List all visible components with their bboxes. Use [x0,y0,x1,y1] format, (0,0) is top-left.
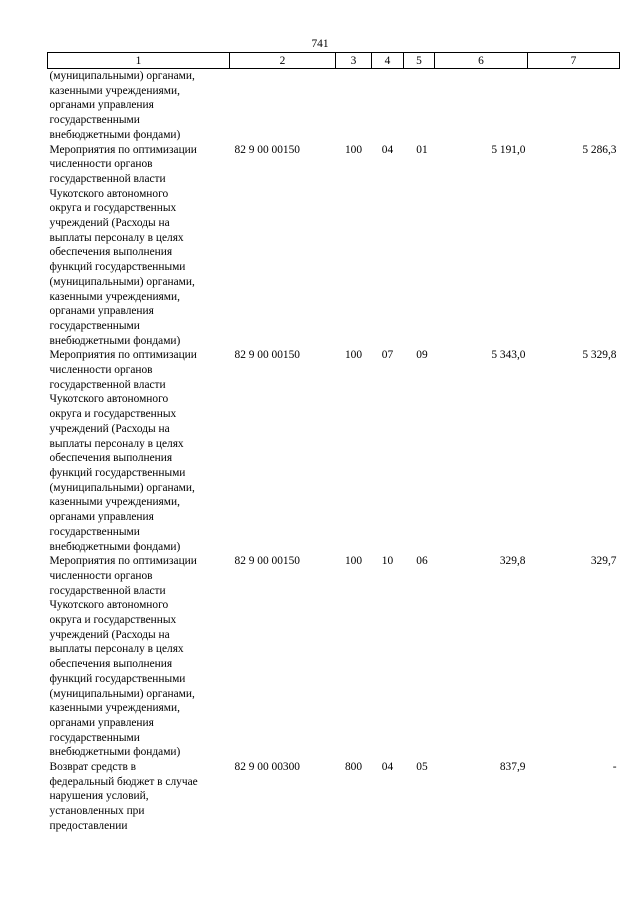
amount-cell-2: 5 286,3 [582,143,617,156]
subsection-cell: 05 [416,761,428,774]
column-header-2: 2 [230,53,336,69]
column-header-7: 7 [528,53,620,69]
section-cell: 04 [381,143,394,156]
table-row [48,143,620,349]
expense-name-cell: Возврат средств в федеральный бюджет в случае нарушения условий, установленных при предоставлении [49,761,198,832]
program-code-cell [230,69,336,143]
expense-type-cell [336,69,372,143]
column-header-3: 3 [336,53,372,69]
program-code-cell: 82 9 00 00150 [234,349,300,362]
table-row [48,554,620,760]
budget-table [47,52,620,834]
amount-cell-1: 5 343,0 [491,349,526,362]
header-row [48,53,620,69]
expense-type-cell: 800 [344,761,363,774]
subsection-cell: 06 [416,555,428,568]
expense-type-cell: 100 [344,555,363,568]
column-header-6: 6 [435,53,528,69]
column-header-1: 1 [48,53,230,69]
section-cell: 07 [381,349,394,362]
subsection-cell [404,69,435,143]
amount-cell-2: 5 329,8 [582,349,617,362]
amount-cell-2: 329,7 [590,555,617,568]
table-row [48,69,620,143]
section-cell [372,69,404,143]
subsection-cell: 09 [416,349,428,362]
section-cell: 10 [381,555,394,568]
expense-type-cell: 100 [344,349,363,362]
expense-name-cell: Мероприятия по оптимизации численности органов государственной власти Чукотского автономного округа и государственных учреждений (Расходы на выплаты персоналу в целях обеспечения выполнения функций государственными (муниципальными) органами, казенными учреждениями, органами управления государственными внебюджетными фондами) [49,143,197,347]
table-row [48,760,620,834]
amount-cell-1: 837,9 [499,761,526,774]
amount-cell-2 [528,69,620,143]
column-header-5: 5 [404,53,435,69]
column-header-4: 4 [372,53,404,69]
expense-type-cell: 100 [344,143,363,156]
expense-name-cell: (муниципальными) органами, казенными учреждениями, органами управления государственными внебюджетными фондами) [49,70,195,141]
program-code-cell: 82 9 00 00150 [234,143,300,156]
amount-cell-1 [435,69,528,143]
amount-cell-2: - [612,761,617,774]
section-cell: 04 [381,761,394,774]
program-code-cell: 82 9 00 00300 [234,761,300,774]
page-number: 741 [311,38,329,50]
table-row [48,348,620,554]
program-code-cell: 82 9 00 00150 [234,555,300,568]
amount-cell-1: 5 191,0 [491,143,526,156]
expense-name-cell: Мероприятия по оптимизации численности органов государственной власти Чукотского автономного округа и государственных учреждений (Расходы на выплаты персоналу в целях обеспечения выполнения функций государственными (муниципальными) органами, казенными учреждениями, органами управления государственными внебюджетными фондами) [49,349,197,553]
expense-name-cell: Мероприятия по оптимизации численности органов государственной власти Чукотского автономного округа и государственных учреждений (Расходы на выплаты персоналу в целях обеспечения выполнения функций государственными (муниципальными) органами, казенными учреждениями, органами управления государственными внебюджетными фондами) [49,555,197,759]
amount-cell-1: 329,8 [499,555,526,568]
subsection-cell: 01 [416,143,428,156]
